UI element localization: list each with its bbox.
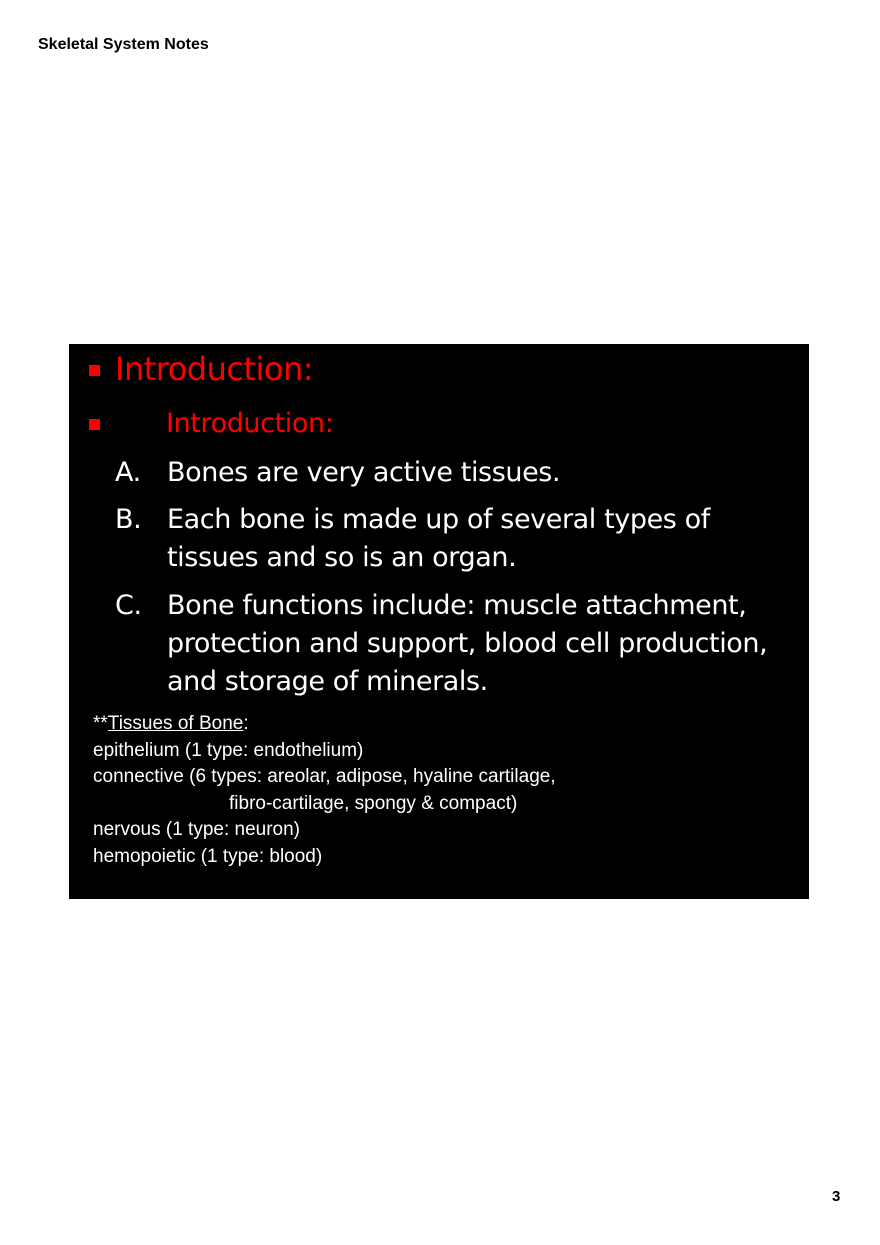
page-number: 3: [832, 1188, 841, 1205]
slide-heading-primary: Introduction:: [115, 350, 314, 388]
notes-heading: [93, 711, 556, 738]
list-item-text: Bone functions include: muscle attachment, protection and support, blood cell production, and storage of minerals.: [167, 590, 768, 697]
list-item-letter: A.: [115, 457, 141, 488]
slide-image: [69, 344, 809, 899]
list-item-text: Each bone is made up of several types of tissues and so is an organ.: [167, 504, 710, 573]
slide-heading-secondary: Introduction:: [166, 408, 334, 439]
tissues-of-bone-notes: [93, 711, 556, 870]
document-title: Skeletal System Notes: [38, 36, 209, 53]
notes-line: nervous (1 type: neuron): [93, 819, 301, 840]
notes-title-suffix: :: [243, 713, 249, 734]
square-bullet-icon: [89, 419, 100, 430]
notes-line: hemopoietic (1 type: blood): [93, 845, 323, 867]
list-item-letter: B.: [115, 504, 142, 535]
list-item-text: Bones are very active tissues.: [167, 457, 561, 488]
list-item-letter: C.: [115, 590, 142, 621]
notes-line: connective (6 types: areolar, adipose, hyaline cartilage,: [93, 766, 556, 787]
notes-title: Tissues of Bone: [107, 713, 244, 734]
notes-line: epithelium (1 type: endothelium): [93, 739, 364, 761]
notes-line: fibro-cartilage, spongy & compact): [229, 792, 518, 814]
notes-prefix: **: [93, 713, 108, 734]
square-bullet-icon: [89, 365, 100, 376]
